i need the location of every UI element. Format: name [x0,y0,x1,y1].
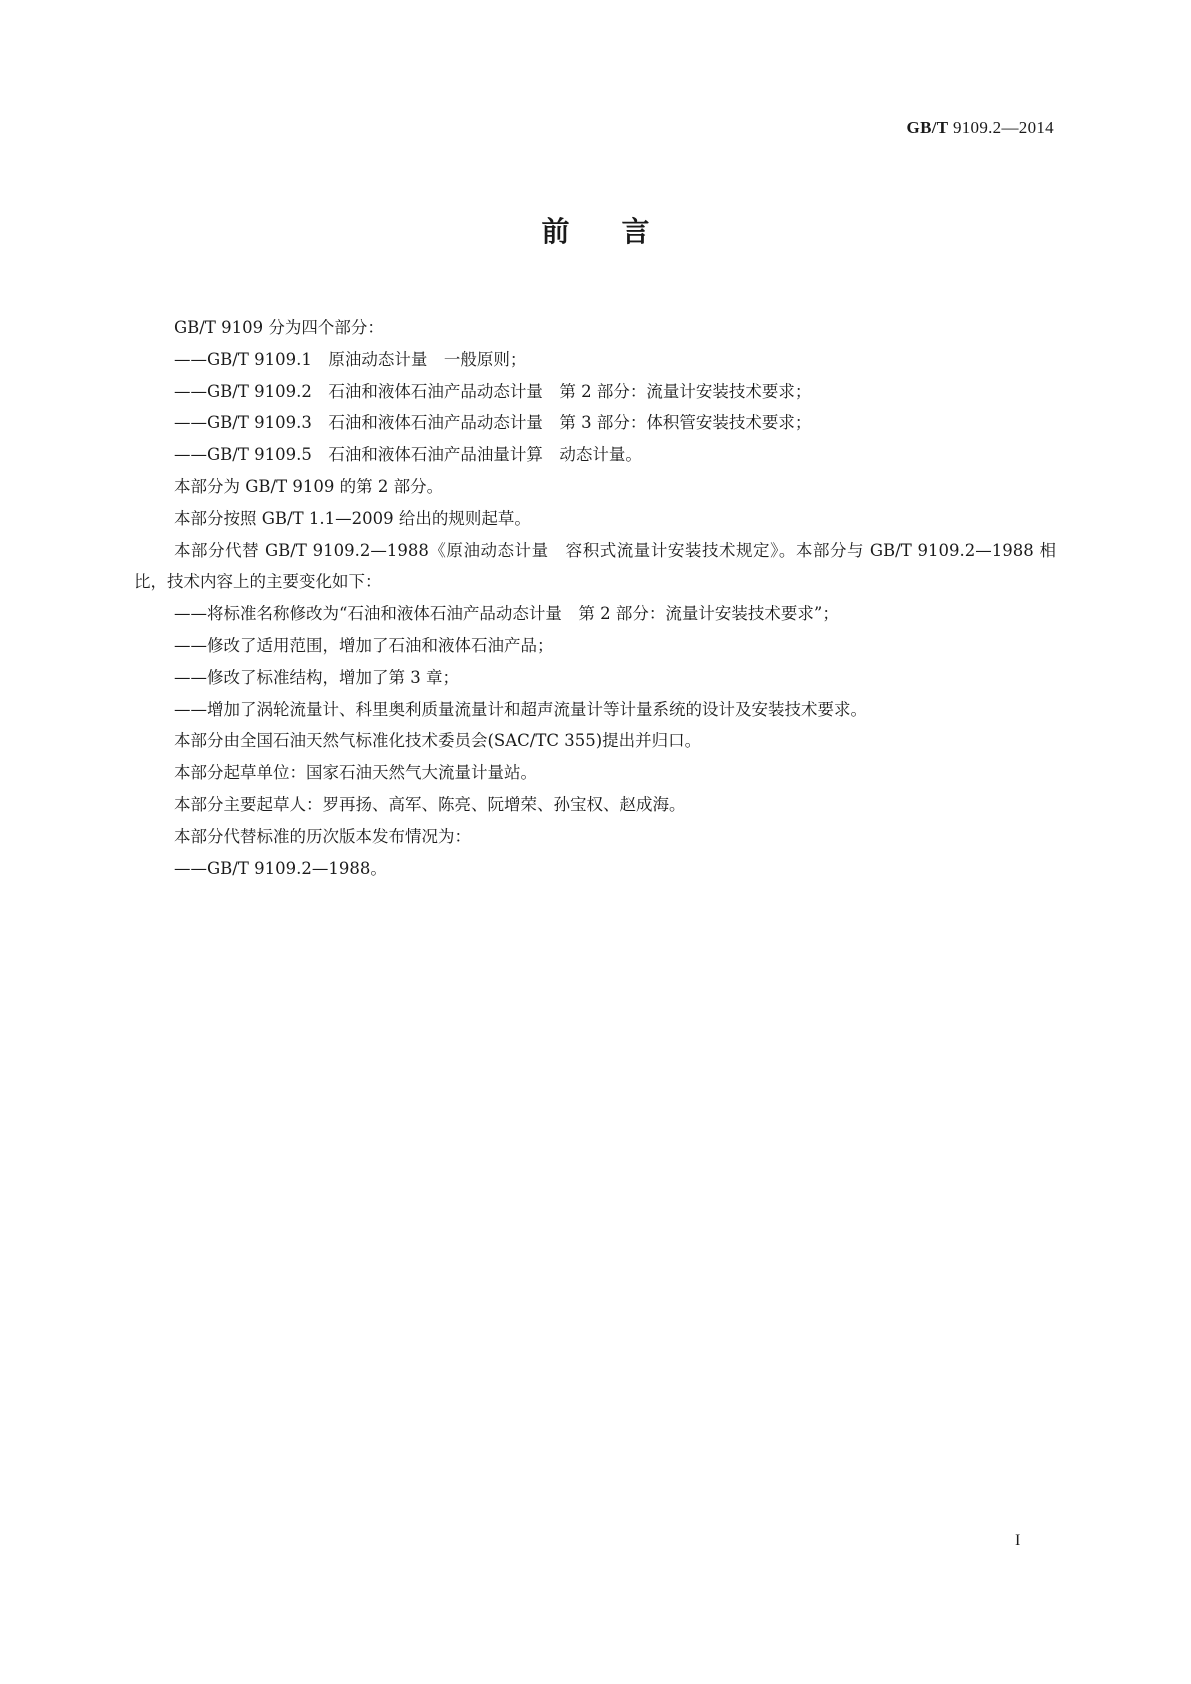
list-item-change-meters: ——增加了涡轮流量计、科里奥利质量流量计和超声流量计等计量系统的设计及安装技术要求。 [174,699,867,719]
paragraph-part-statement: 本部分为 GB/T 9109 的第 2 部分。 [174,476,444,496]
paragraph-drafting-rules: 本部分按照 GB/T 1.1—2009 给出的规则起草。 [174,508,531,528]
list-item-part-1: ——GB/T 9109.1 原油动态计量 一般原则； [174,349,527,369]
list-item-part-2: ——GB/T 9109.2 石油和液体石油产品动态计量 第 2 部分：流量计安装技术要求； [174,381,812,401]
page-number: I [1015,1532,1021,1549]
foreword-body [134,312,1056,884]
paragraph-replacement: 本部分代替 GB/T 9109.2—1988《原油动态计量 容积式流量计安装技术规定》。本部分与 GB/T 9109.2—1988 相比，技术内容上的主要变化如下： [134,540,1056,592]
list-item-change-name: ——将标准名称修改为“石油和液体石油产品动态计量 第 2 部分：流量计安装技术要求”； [174,604,839,624]
list-item-part-3: ——GB/T 9109.3 石油和液体石油产品动态计量 第 3 部分：体积管安装技术要求； [174,413,812,433]
paragraph-parts-intro: GB/T 9109 分为四个部分： [174,318,384,337]
standard-code-prefix: GB/T [906,118,949,137]
paragraph-history-intro: 本部分代替标准的历次版本发布情况为： [174,826,471,846]
standard-code-number: 9109.2—2014 [952,118,1054,137]
paragraph-drafting-unit: 本部分起草单位：国家石油天然气大流量计量站。 [174,763,537,783]
page-title: 前言 [541,215,702,248]
list-item-change-structure: ——修改了标准结构，增加了第 3 章； [174,667,459,687]
list-item-history-1988: ——GB/T 9109.2—1988。 [174,858,387,878]
list-item-part-5: ——GB/T 9109.5 石油和液体石油产品油量计算 动态计量。 [174,445,642,465]
paragraph-proposer: 本部分由全国石油天然气标准化技术委员会(SAC/TC 355)提出并归口。 [174,731,702,751]
standard-code-header [907,118,1054,138]
list-item-change-scope: ——修改了适用范围，增加了石油和液体石油产品； [174,635,554,655]
paragraph-drafters: 本部分主要起草人：罗再扬、高军、陈亮、阮增荣、孙宝权、赵成海。 [174,794,686,814]
